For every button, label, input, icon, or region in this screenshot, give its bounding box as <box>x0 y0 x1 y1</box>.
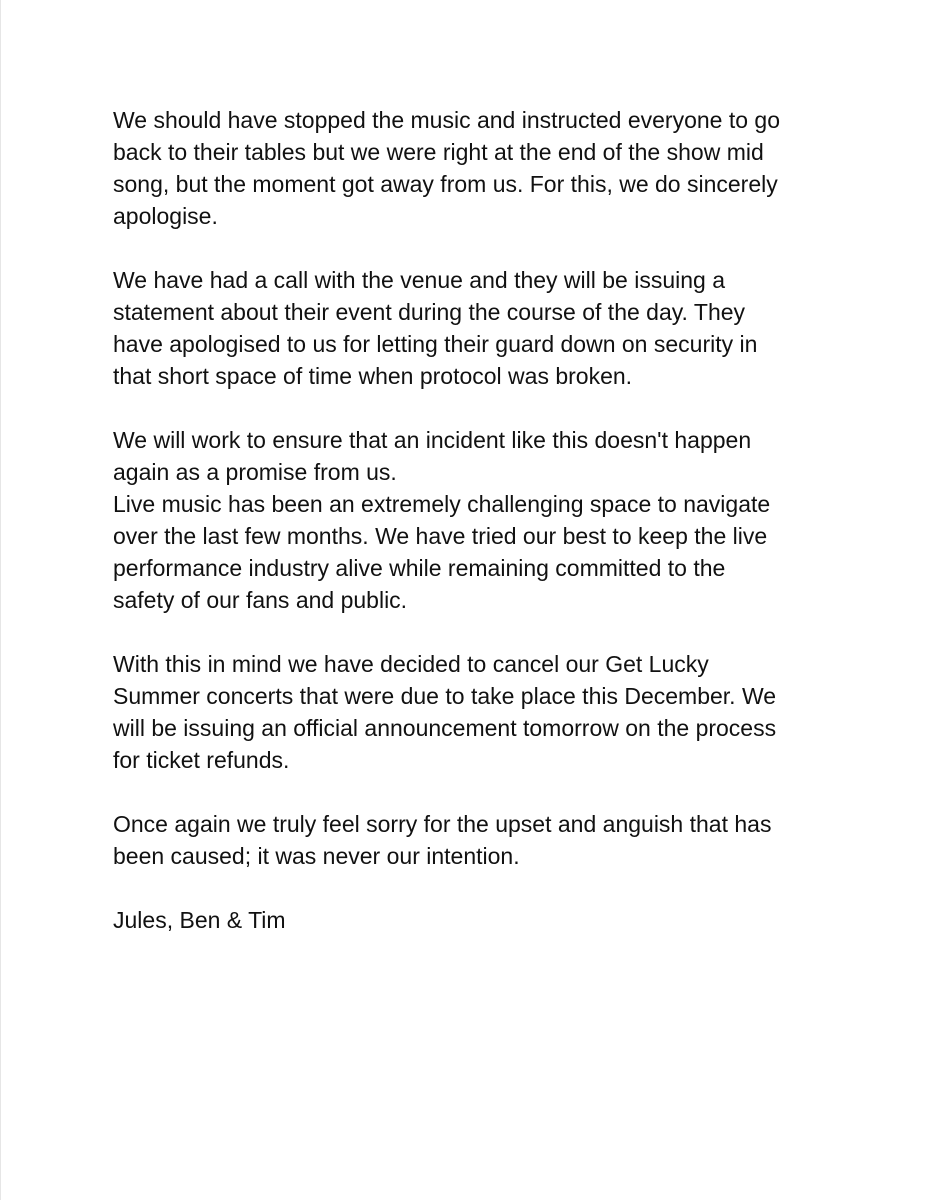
text-line: have apologised to us for letting their guard down on security in <box>113 331 758 357</box>
text-line: Live music has been an extremely challenging space to navigate <box>113 491 771 517</box>
text-line: Once again we truly feel sorry for the upset and anguish that has <box>113 811 772 837</box>
text-line: performance industry alive while remaining committed to the <box>113 555 726 581</box>
text-line: We have had a call with the venue and they will be issuing a <box>113 267 726 293</box>
paragraph-live-music <box>113 488 833 616</box>
text-line: With this in mind we have decided to cancel our Get Lucky <box>113 651 709 677</box>
text-line: back to their tables but we were right at the end of the show mid <box>113 139 764 165</box>
text-line: been caused; it was never our intention. <box>113 843 520 869</box>
paragraph-apology <box>113 104 833 232</box>
text-line: song, but the moment got away from us. For this, we do sincerely <box>113 171 778 197</box>
text-line: again as a promise from us. <box>113 459 397 485</box>
text-line: safety of our fans and public. <box>113 587 408 613</box>
paragraph-cancellation <box>113 648 833 776</box>
text-line: will be issuing an official announcement tomorrow on the process <box>113 715 777 741</box>
paragraph-venue <box>113 264 833 392</box>
text-line: Summer concerts that were due to take place this December. We <box>113 683 777 709</box>
text-line: We will work to ensure that an incident like this doesn't happen <box>113 427 752 453</box>
signature-text: Jules, Ben & Tim <box>113 907 286 933</box>
text-line: We should have stopped the music and instructed everyone to go <box>113 107 780 133</box>
text-line: that short space of time when protocol was broken. <box>113 363 633 389</box>
paragraph-promise <box>113 424 833 488</box>
signature <box>113 904 833 936</box>
paragraph-closing <box>113 808 833 872</box>
text-line: apologise. <box>113 203 218 229</box>
statement-body <box>113 104 833 936</box>
text-line: over the last few months. We have tried our best to keep the live <box>113 523 768 549</box>
text-line: statement about their event during the course of the day. They <box>113 299 746 325</box>
text-line: for ticket refunds. <box>113 747 290 773</box>
